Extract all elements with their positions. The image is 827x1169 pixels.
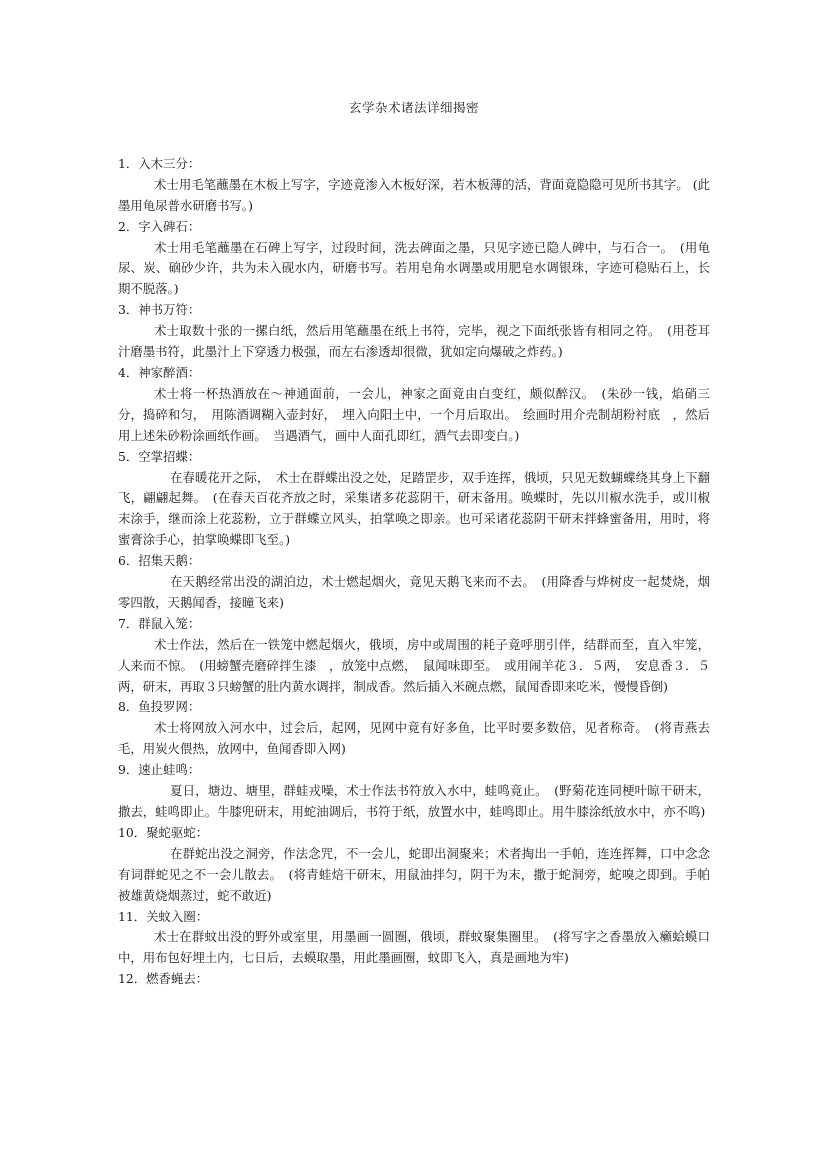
section: [118, 300, 710, 363]
section-body: 在春暖花开之际， 术士在群蝶出没之处，足踏罡步，双手连挥，俄顷，只见无数蝴蝶绕其身上下翻飞，翩翩起舞。 (在春天百花齐放之时，采集诸多花蕊阴干，研末备用。唤蝶时，先以川椒水洗手，或川椒末涂手，继而涂上花蕊粉，立于群蝶立风头，拍掌唤之即亲。也可采诸花蕊阴干研末拌蜂蜜备用，用时，将蜜膏涂手心，拍掌唤蝶即飞至。): [118, 469, 710, 548]
section-body: 术士在群蚊出没的野外或室里，用墨画一圆圈，俄顷，群蚊聚集圈里。 (将写字之香墨放入癞蛤蟆口中，用布包好埋土内，七日后，去蟆取墨，用此墨画圈，蚊即飞入，真是画地为牢): [118, 929, 710, 966]
section: [118, 969, 710, 990]
document-title: 玄学杂术诸法详细揭密: [348, 100, 479, 115]
section: [118, 154, 710, 217]
section-body: 在群蛇出没之洞旁，作法念咒，不一会儿，蛇即出洞聚来；术者掏出一手帕，连连挥舞，口中念念有词群蛇见之不一会儿散去。 (将青蛙焙干研末，用鼠油拌匀，阴干为末，撒于蛇洞旁，蛇嗅之即到。手帕被雄黄烧烟蒸过，蛇不敢近): [118, 845, 710, 903]
section-heading: 6．招集天鹅：: [118, 553, 201, 569]
section-body: 夏日，塘边、塘里，群蛙戎噪，术士作法书符放入水中，蛙鸣竟止。 (野菊花连同梗叶晾干研末，撒去，蛙鸣即止。牛膝兜研末，用蛇油调后，书符于纸，放置水中，蛙鸣即止。用牛膝涂纸放水中，亦不鸣): [118, 783, 710, 819]
section: [118, 217, 710, 301]
section-body: 术士将一杯热酒放在～神通面前，一会儿，神家之面竟由白变红，颇似醉汉。 (朱砂一钱，焰硝三分，捣碎和匀， 用陈酒调糊入壶封好， 埋入向阳土中，一个月后取出。 绘画时用介壳制胡粉衬底 ，然后用上述朱砂粉涂画纸作画。 当遇酒气，画中人面孔即红，酒气去即变白。): [118, 385, 710, 443]
section-body: 术士用毛笔蘸墨在木板上写字，字迹竟渗入木板好深，若木板薄的活，背面竟隐隐可见所书其字。 (此墨用龟尿普水研磨书写。): [118, 176, 710, 213]
section-heading: 3．神书万符：: [118, 302, 201, 318]
section-heading: 4．神家醉酒：: [118, 364, 201, 380]
section-heading: 5．空掌招蝶：: [118, 448, 201, 464]
document-page: [118, 98, 710, 990]
section: [118, 363, 710, 447]
section: [118, 697, 710, 760]
section: [118, 907, 710, 970]
section-heading: 7．群鼠入笼：: [118, 615, 201, 631]
section: [118, 760, 710, 823]
section-body: 术士用毛笔蘸墨在石碑上写字，过段时间，洗去碑面之墨，只见字迹已隐人碑中，与石合一。 (用龟尿、炭、硇砂少许，共为未入砚水内，研磨书写。若用皂角水调墨或用肥皂水调银珠，字迹可稳贴石上，长期不脱落。): [118, 239, 710, 297]
section-body: 术士取数十张的一摞白纸，然后用笔蘸墨在纸上书符，完毕，视之下面纸张皆有相同之符。 (用苍耳汁磨墨书符，此墨汁上下穿透力极强，而左右渗透却很微，犹如定向爆破之炸药。): [118, 323, 710, 360]
section: [118, 551, 710, 614]
section-body: 在天鹅经常出没的湖泊边，术士燃起烟火，竟见天鹅飞来而不去。 (用降香与烨树皮一起焚烧，烟零四散，天鹅闻香，接瞳飞来): [118, 574, 710, 610]
section: [118, 447, 710, 552]
section-heading: 11．关蚊入圈：: [118, 908, 209, 924]
section-body: 术士作法，然后在一铁笼中燃起烟火，俄顷，房中或周围的耗子竟呼朋引伴，结群而至，直入牢笼，人来而不惊。 (用螃蟹壳磨碎拌生漆 ，放笼中点燃， 鼠闻味即至。 或用闹羊花３．５两， 安息香３．５两，研末，再取３只螃蟹的肚内黄水调拌，制成香。然后插入米碗点燃，鼠闻香即来吃米，慢慢昏倒): [118, 636, 710, 694]
section-heading: 9．速止蛙鸣：: [118, 762, 201, 778]
section-heading: 8．鱼投罗网：: [118, 699, 201, 715]
section-heading: 2．字入碑石：: [118, 218, 201, 234]
sections-list: [118, 154, 710, 990]
section-heading: 10．聚蛇驱蛇：: [118, 824, 209, 840]
section-body: 术士将网放入河水中，过会后，起网，见网中竟有好多鱼，比平时要多数倍，见者称奇。 (将青燕去毛，用炭火偎热，放网中，鱼闻香即入网): [118, 720, 710, 757]
section: [118, 614, 710, 698]
section: [118, 823, 710, 907]
section-heading: 12．燃香蝇去：: [118, 971, 209, 987]
section-heading: 1．入木三分：: [118, 155, 201, 171]
